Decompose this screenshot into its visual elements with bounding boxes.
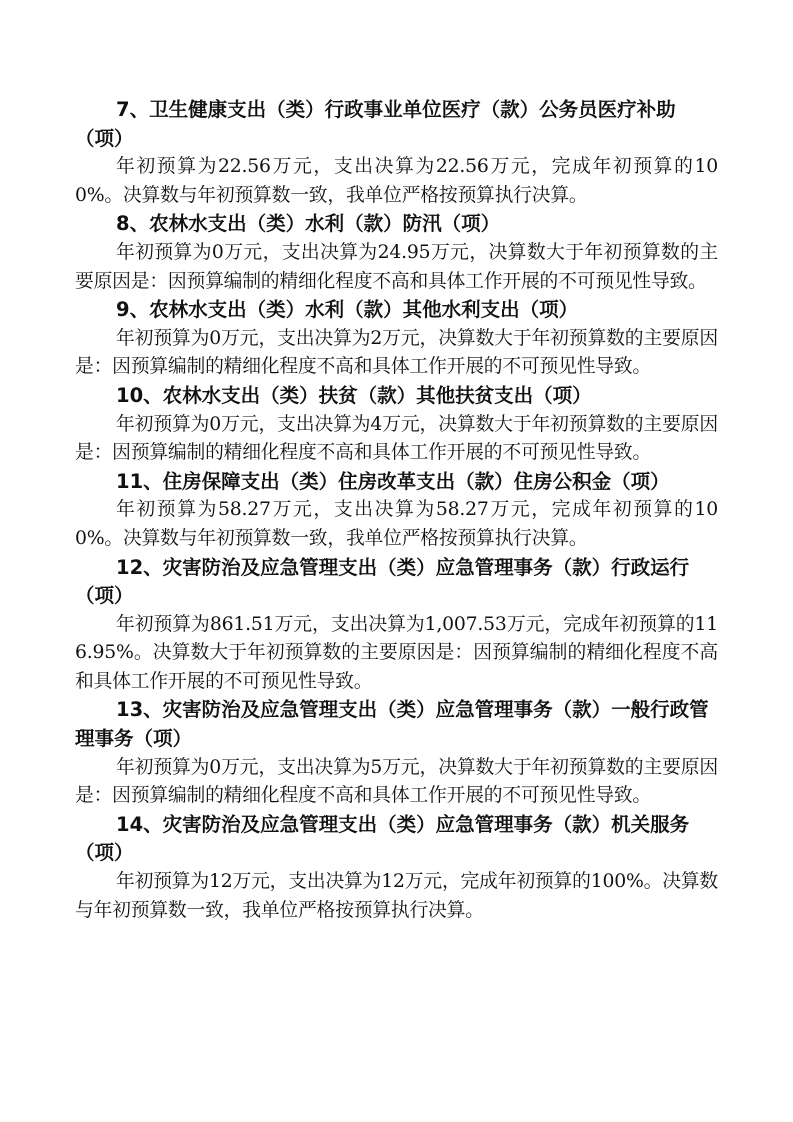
budget-item-7	[75, 96, 718, 210]
budget-item-14	[75, 811, 718, 925]
item-heading: 10、农林水支出（类）扶贫（款）其他扶贫支出（项）	[116, 383, 592, 407]
budget-item-11	[75, 468, 718, 554]
item-heading: 11、住房保障支出（类）住房改革支出（款）住房公积金（项）	[116, 469, 670, 493]
item-heading: 14、灾害防治及应急管理支出（类）应急管理事务（款）机关服务（项）	[75, 812, 690, 865]
item-heading: 12、灾害防治及应急管理支出（类）应急管理事务（款）行政运行（项）	[75, 555, 690, 608]
budget-item-12	[75, 554, 718, 697]
item-body: 年初预算为0万元，支出决算为24.95万元，决算数大于年初预算数的主要原因是：因预算编制的精细化程度不高和具体工作开展的不可预见性导致。	[75, 241, 718, 292]
item-body: 年初预算为0万元，支出决算为2万元，决算数大于年初预算数的主要原因是：因预算编制的精细化程度不高和具体工作开展的不可预见性导致。	[75, 327, 718, 378]
item-heading: 8、农林水支出（类）水利（款）防汛（项）	[116, 212, 501, 236]
budget-item-10	[75, 382, 718, 468]
item-body: 年初预算为12万元，支出决算为12万元，完成年初预算的100%。决算数与年初预算数一致，我单位严格按预算执行决算。	[75, 871, 718, 921]
document-page	[75, 96, 718, 925]
item-heading: 13、灾害防治及应急管理支出（类）应急管理事务（款）一般行政管理事务（项）	[75, 698, 709, 751]
budget-item-9	[75, 296, 718, 382]
item-heading: 7、卫生健康支出（类）行政事业单位医疗（款）公务员医疗补助（项）	[75, 98, 676, 150]
budget-item-8	[75, 210, 718, 296]
item-body: 年初预算为0万元，支出决算为4万元，决算数大于年初预算数的主要原因是：因预算编制的精细化程度不高和具体工作开展的不可预见性导致。	[75, 413, 718, 464]
item-body: 年初预算为861.51万元，支出决算为1,007.53万元，完成年初预算的116.95%。决算数大于年初预算数的主要原因是：因预算编制的精细化程度不高和具体工作开展的不可预见性导致。	[75, 613, 718, 692]
item-body: 年初预算为0万元，支出决算为5万元，决算数大于年初预算数的主要原因是：因预算编制的精细化程度不高和具体工作开展的不可预见性导致。	[75, 756, 718, 807]
budget-item-13	[75, 696, 718, 810]
item-body: 年初预算为58.27万元，支出决算为58.27万元，完成年初预算的100%。决算数与年初预算数一致，我单位严格按预算执行决算。	[75, 499, 718, 549]
item-heading: 9、农林水支出（类）水利（款）其他水利支出（项）	[116, 298, 579, 322]
item-body: 年初预算为22.56万元，支出决算为22.56万元，完成年初预算的100%。决算数与年初预算数一致，我单位严格按预算执行决算。	[75, 156, 718, 206]
